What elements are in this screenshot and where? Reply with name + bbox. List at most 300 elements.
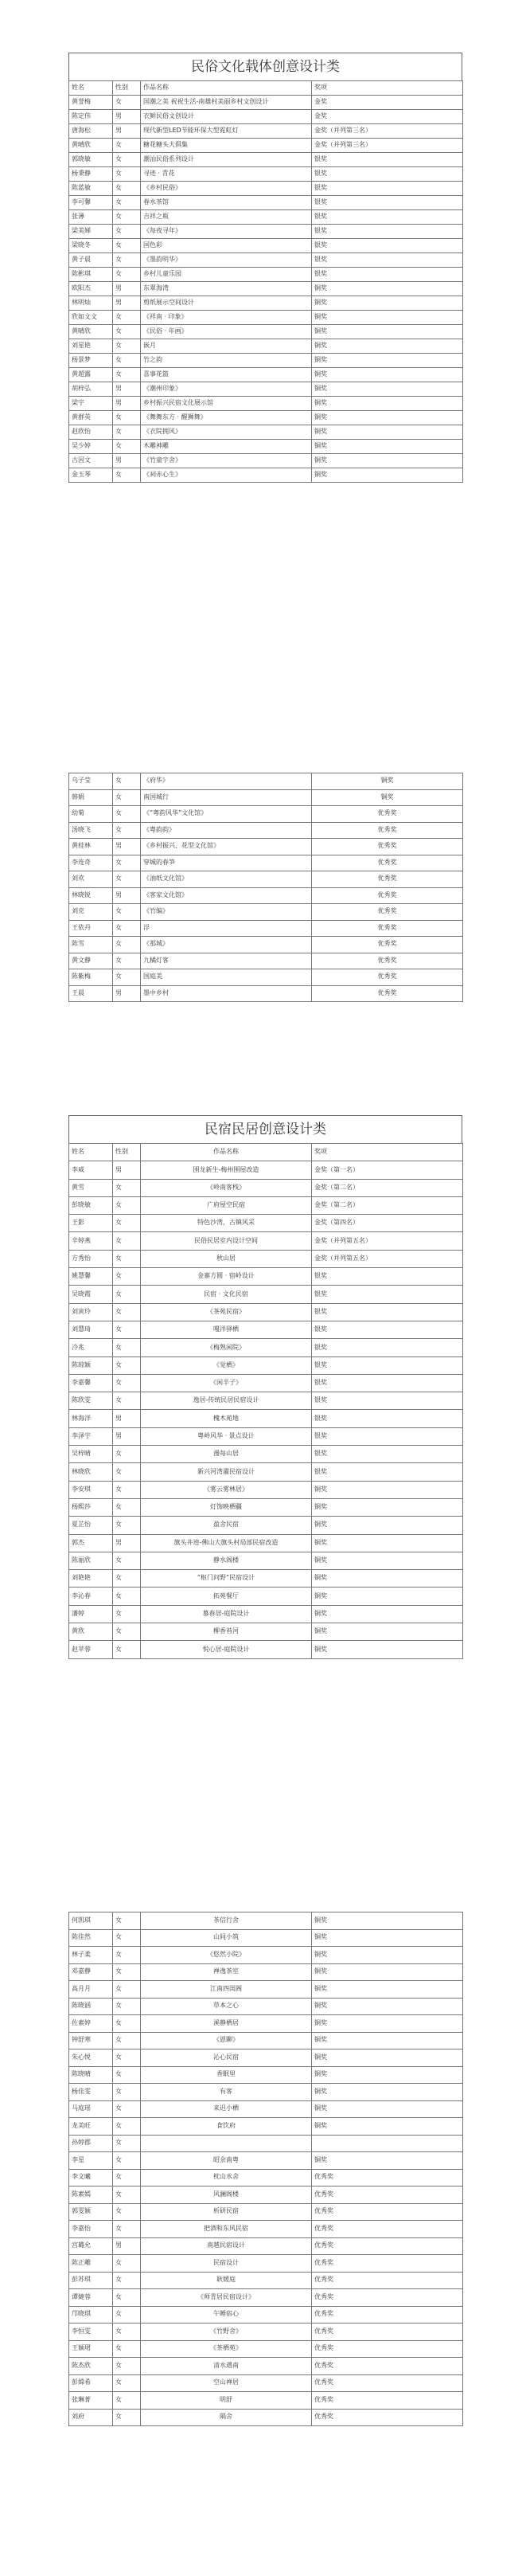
name-cell: 李恒雯 — [69, 2323, 113, 2341]
gender-cell: 男 — [113, 110, 141, 124]
award-cell: 铜奖 — [312, 397, 463, 411]
award-cell: 银奖 — [312, 1321, 463, 1338]
table-row — [69, 1446, 463, 1463]
table-row — [69, 1392, 463, 1410]
table-row — [69, 1357, 463, 1374]
gender-cell: 女 — [113, 1481, 141, 1498]
work-title-cell: 九橘灯客 — [141, 953, 312, 969]
award-cell: 金奖（第四名） — [312, 1215, 463, 1232]
table-row — [69, 139, 463, 153]
table-row — [69, 822, 463, 839]
name-cell: 刘慧琦 — [69, 1321, 113, 1338]
work-title-cell: 枕山水舍 — [141, 2169, 312, 2186]
table-row — [69, 2032, 463, 2049]
table-row — [69, 368, 463, 382]
name-cell: 潘婷 — [69, 1605, 113, 1623]
gender-cell: 男 — [113, 1427, 141, 1445]
gender-cell: 女 — [113, 920, 141, 937]
name-cell: 林晓欣 — [69, 1463, 113, 1481]
award-cell: 优秀奖 — [312, 953, 463, 969]
award-cell: 优秀奖 — [312, 2340, 463, 2358]
award-cell — [312, 2135, 463, 2152]
work-title-cell: 盈舍民宿 — [141, 1517, 312, 1534]
gender-cell: 女 — [113, 425, 141, 440]
gender-cell: 女 — [113, 2392, 141, 2410]
gender-cell: 女 — [113, 2084, 141, 2101]
work-title-cell: 山间小筑 — [141, 1929, 312, 1947]
award-cell: 银奖 — [312, 1463, 463, 1481]
gender-cell: 男 — [113, 1410, 141, 1427]
table-row — [69, 2409, 463, 2426]
award-cell: 银奖 — [312, 1339, 463, 1357]
award-cell: 铜奖 — [312, 1947, 463, 1964]
name-cell: 邝晓琪 — [69, 2306, 113, 2323]
work-title-cell: 《祥南 · 印象》 — [141, 311, 312, 325]
section-folk-culture — [68, 53, 462, 483]
gender-cell: 男 — [113, 2237, 141, 2255]
table-row — [69, 1196, 463, 1214]
gender-cell: 男 — [113, 887, 141, 904]
name-cell: 吴梓晴 — [69, 1446, 113, 1463]
award-cell: 优秀奖 — [312, 937, 463, 953]
name-cell: 姓名 — [69, 1144, 113, 1161]
work-title-cell — [141, 2135, 312, 2152]
name-cell: 黄群英 — [69, 411, 113, 425]
section-homestay-design — [68, 1115, 462, 1659]
name-cell: 陈素嫣 — [69, 2186, 113, 2204]
award-cell: 铜奖 — [312, 1587, 463, 1605]
gender-cell: 女 — [113, 253, 141, 268]
gender-cell: 女 — [113, 354, 141, 368]
award-cell: 铜奖 — [312, 1998, 463, 2015]
table-row — [69, 855, 463, 871]
name-cell: 林明灿 — [69, 296, 113, 311]
gender-cell: 女 — [113, 182, 141, 196]
table-row — [69, 210, 463, 225]
work-title-cell: 国色彩 — [141, 239, 312, 253]
award-cell: 银奖 — [312, 1374, 463, 1392]
award-cell: 银奖 — [312, 1268, 463, 1286]
table-row — [69, 2392, 463, 2410]
award-cell: 铜奖 — [312, 789, 463, 806]
work-title-cell: 隔舍 — [141, 2409, 312, 2426]
table-row — [69, 1498, 463, 1516]
name-cell: 龙美旺 — [69, 2118, 113, 2136]
award-cell: 银奖 — [312, 167, 463, 182]
gender-cell: 女 — [113, 96, 141, 110]
award-cell: 铜奖 — [312, 1929, 463, 1947]
work-title-cell: 香眠里 — [141, 2066, 312, 2084]
gender-cell: 女 — [113, 1998, 141, 2015]
name-cell: 梁美娣 — [69, 225, 113, 239]
table-row — [69, 1286, 463, 1303]
table-row — [69, 806, 463, 823]
table-row — [69, 839, 463, 855]
gender-cell: 女 — [113, 1196, 141, 1214]
gender-cell: 女 — [113, 239, 141, 253]
name-cell: 杨景梦 — [69, 354, 113, 368]
table-row — [69, 2049, 463, 2067]
award-cell: 铜奖 — [312, 1552, 463, 1569]
name-cell: 陈蓝敏 — [69, 182, 113, 196]
work-title-cell: 国潮之美 祝祝生活-南雄村美丽乡村文创设计 — [141, 96, 312, 110]
award-cell: 铜奖 — [312, 2066, 463, 2084]
work-title-cell: 乡村儿童乐园 — [141, 268, 312, 282]
name-cell: 梁晓冬 — [69, 239, 113, 253]
gender-cell: 女 — [113, 2032, 141, 2049]
gender-cell: 女 — [113, 1929, 141, 1947]
work-title-cell: 《乡村振兴、花型文化馆》 — [141, 839, 312, 855]
table-row — [69, 1947, 463, 1964]
work-title-cell: 《每夜寻年》 — [141, 225, 312, 239]
gender-cell: 女 — [113, 2135, 141, 2152]
name-cell: 王影 — [69, 1215, 113, 1232]
name-cell: 欧阳杰 — [69, 282, 113, 296]
work-title-cell: 《衣院拥风》 — [141, 425, 312, 440]
gender-cell: 性别 — [113, 1144, 141, 1161]
award-cell: 铜奖 — [312, 2015, 463, 2033]
name-cell: 张琳菁 — [69, 2392, 113, 2410]
gender-cell: 女 — [113, 325, 141, 339]
award-cell: 铜奖 — [312, 1534, 463, 1552]
gender-cell: 女 — [113, 2015, 141, 2033]
work-title-cell: 昭余南粤 — [141, 2152, 312, 2170]
work-title-cell: 灯饰映栖疆 — [141, 1498, 312, 1516]
name-cell: 郭杰 — [69, 1534, 113, 1552]
gender-cell: 女 — [113, 2374, 141, 2392]
work-title-cell: 《竹野舍》 — [141, 2323, 312, 2341]
award-cell: 铜奖 — [312, 339, 463, 354]
table-row — [69, 440, 463, 454]
award-cell: 奖项 — [312, 81, 463, 96]
table-row — [69, 2169, 463, 2186]
table-row — [69, 153, 463, 167]
award-cell: 优秀奖 — [312, 871, 463, 888]
work-title-cell: 墨中乡村 — [141, 985, 312, 1002]
award-cell: 银奖 — [312, 1286, 463, 1303]
work-title-cell: 《恩聊》 — [141, 2032, 312, 2049]
work-title-cell: 午睡宿心 — [141, 2306, 312, 2323]
table-row — [69, 468, 463, 483]
gender-cell: 女 — [113, 904, 141, 921]
name-cell: 吴晓霞 — [69, 1286, 113, 1303]
name-cell: 马庭瑶 — [69, 2100, 113, 2118]
table-row — [69, 411, 463, 425]
award-cell: 优秀奖 — [312, 806, 463, 823]
name-cell: 杨秉静 — [69, 167, 113, 182]
table-row — [69, 2015, 463, 2033]
award-cell: 银奖 — [312, 239, 463, 253]
work-title-cell: 拓苑餐厅 — [141, 1587, 312, 1605]
gender-cell: 性别 — [113, 81, 141, 96]
table-row — [69, 2340, 463, 2358]
work-title-cell: 明舒 — [141, 2392, 312, 2410]
gender-cell: 女 — [113, 468, 141, 483]
gender-cell: 女 — [113, 2306, 141, 2323]
award-cell: 银奖 — [312, 1410, 463, 1427]
award-cell: 优秀奖 — [312, 2237, 463, 2255]
gender-cell: 女 — [113, 1517, 141, 1534]
section-folk-culture-continued — [68, 773, 462, 1002]
name-cell: 李星 — [69, 2152, 113, 2170]
gender-cell: 女 — [113, 1981, 141, 1999]
work-title-cell: 嘎洋驿栖 — [141, 1321, 312, 1338]
table-row — [69, 1250, 463, 1267]
award-cell: 优秀奖 — [312, 2186, 463, 2204]
award-cell: 铜奖 — [312, 773, 463, 790]
gender-cell: 女 — [113, 311, 141, 325]
table-row — [69, 871, 463, 888]
name-cell: 幼菊 — [69, 806, 113, 823]
award-cell: 金奖 — [312, 96, 463, 110]
work-title-cell: 浮 — [141, 920, 312, 937]
name-cell: 陈佳然 — [69, 1929, 113, 1947]
name-cell: 李泽宇 — [69, 1427, 113, 1445]
gender-cell: 男 — [113, 454, 141, 468]
award-cell: 铜奖 — [312, 454, 463, 468]
work-title-cell: 作品名称 — [141, 81, 312, 96]
gender-cell: 女 — [113, 339, 141, 354]
table-row — [69, 96, 463, 110]
work-title-cell: 吉祥之瓶 — [141, 210, 312, 225]
name-cell: 方秀怡 — [69, 1250, 113, 1267]
award-cell: 铜奖 — [312, 1641, 463, 1658]
table-row — [69, 2118, 463, 2136]
gender-cell: 女 — [113, 1623, 141, 1641]
gender-cell: 女 — [113, 2066, 141, 2084]
award-cell: 优秀奖 — [312, 2169, 463, 2186]
award-cell: 铜奖 — [312, 1517, 463, 1534]
work-title-cell: 《乡村民俗》 — [141, 182, 312, 196]
award-cell: 优秀奖 — [312, 985, 463, 1002]
award-cell: 铜奖 — [312, 2118, 463, 2136]
name-cell: 杨熙莎 — [69, 1498, 113, 1516]
gender-cell: 女 — [113, 440, 141, 454]
award-cell: 铜奖 — [312, 440, 463, 454]
name-cell: 刘欢 — [69, 871, 113, 888]
table-row — [69, 2152, 463, 2170]
table-row — [69, 454, 463, 468]
work-title-cell: 糖花糖头大俱集 — [141, 139, 312, 153]
table-row — [69, 1570, 463, 1587]
work-title-cell: 《竹编》 — [141, 904, 312, 921]
work-title-cell: 秋山居 — [141, 1250, 312, 1267]
gender-cell: 女 — [113, 2118, 141, 2136]
gender-cell: 女 — [113, 368, 141, 382]
work-title-cell: 现代新型LED节能环保大型霓虹灯 — [141, 124, 312, 139]
name-cell: 黄文静 — [69, 953, 113, 969]
name-cell: 汤晓飞 — [69, 822, 113, 839]
gender-cell: 女 — [113, 1357, 141, 1374]
work-title-cell: 漫每山居 — [141, 1446, 312, 1463]
award-cell: 金奖（并列第三名） — [312, 124, 463, 139]
award-cell: 优秀奖 — [312, 969, 463, 986]
table-row — [69, 1963, 463, 1981]
work-title-cell: 旗头井迹-佛山大旗头村局部民宿改造 — [141, 1534, 312, 1552]
name-cell: 陈定伟 — [69, 110, 113, 124]
award-cell: 银奖 — [312, 182, 463, 196]
award-cell: 铜奖 — [312, 368, 463, 382]
table-row — [69, 1161, 463, 1179]
name-cell: 杨佳雯 — [69, 2084, 113, 2101]
name-cell: 钟舒寒 — [69, 2032, 113, 2049]
table-row — [69, 311, 463, 325]
award-cell: 优秀奖 — [312, 822, 463, 839]
name-cell: 夏芷怡 — [69, 1517, 113, 1534]
award-cell: 铜奖 — [312, 296, 463, 311]
table-row — [69, 339, 463, 354]
work-title-cell: 析研民宿 — [141, 2203, 312, 2221]
table-row — [69, 2289, 463, 2307]
name-cell: 辛婷燕 — [69, 1232, 113, 1250]
table-row — [69, 2203, 463, 2221]
name-cell: 胡梓弘 — [69, 382, 113, 397]
gender-cell: 女 — [113, 1179, 141, 1196]
award-cell: 铜奖 — [312, 1912, 463, 1930]
gender-cell: 女 — [113, 210, 141, 225]
name-cell: 陈琼颖 — [69, 1357, 113, 1374]
name-cell: 李连奇 — [69, 855, 113, 871]
gender-cell: 女 — [113, 1947, 141, 1964]
gender-cell: 女 — [113, 1339, 141, 1357]
name-cell: 张薄 — [69, 210, 113, 225]
gender-cell: 男 — [113, 282, 141, 296]
name-cell: 陈杰欣 — [69, 2358, 113, 2375]
work-title-cell: 槐木苑地 — [141, 1410, 312, 1427]
table-row — [69, 253, 463, 268]
award-cell: 金奖（并列第三名） — [312, 139, 463, 153]
name-cell: 彭苏琪 — [69, 2272, 113, 2289]
name-cell: 谭婕蓉 — [69, 2289, 113, 2307]
name-cell: 金玉琴 — [69, 468, 113, 483]
work-title-cell: 悦心居-庭院设计 — [141, 1641, 312, 1658]
table-header-row — [69, 1144, 463, 1161]
award-cell: 优秀奖 — [312, 2374, 463, 2392]
name-cell: 朱心悦 — [69, 2049, 113, 2067]
work-title-cell: 来迟小栖 — [141, 2100, 312, 2118]
award-cell: 奖项 — [312, 1144, 463, 1161]
name-cell: 陈欣雯 — [69, 1392, 113, 1410]
name-cell: 黄桂林 — [69, 839, 113, 855]
work-title-cell: 广府屋空民宿 — [141, 1196, 312, 1214]
name-cell: 宫璐允 — [69, 2237, 113, 2255]
award-cell: 铜奖 — [312, 1570, 463, 1587]
work-title-cell: 《潮州印象》 — [141, 382, 312, 397]
table-row — [69, 2135, 463, 2152]
name-cell: 赵欣怡 — [69, 425, 113, 440]
award-cell: 银奖 — [312, 1303, 463, 1321]
name-cell: 黄欣 — [69, 1623, 113, 1641]
table-row — [69, 1463, 463, 1481]
name-cell: 梁宇 — [69, 397, 113, 411]
table-row — [69, 953, 463, 969]
award-cell: 优秀奖 — [312, 2409, 463, 2426]
name-cell: 刘艳艳 — [69, 1570, 113, 1587]
section-homestay-design-continued — [68, 1912, 462, 2426]
table-row — [69, 124, 463, 139]
name-cell: 王晨 — [69, 985, 113, 1002]
work-title-cell: 《客家文化馆》 — [141, 887, 312, 904]
name-cell: 李威 — [69, 1161, 113, 1179]
work-title-cell: 竹之韵 — [141, 354, 312, 368]
name-cell: 陈晓晴 — [69, 2066, 113, 2084]
award-cell: 金奖 — [312, 110, 463, 124]
award-cell: 铜奖 — [312, 1981, 463, 1999]
name-cell: 何凯琪 — [69, 1912, 113, 1930]
table-row — [69, 397, 463, 411]
gender-cell: 女 — [113, 773, 141, 790]
gender-cell: 女 — [113, 1570, 141, 1587]
gender-cell: 男 — [113, 1534, 141, 1552]
award-cell: 优秀奖 — [312, 2289, 463, 2307]
work-title-cell: 穿城的春笋 — [141, 855, 312, 871]
award-cell: 金奖（第二名） — [312, 1196, 463, 1214]
name-cell: 黄雪 — [69, 1179, 113, 1196]
award-cell: 银奖 — [312, 268, 463, 282]
award-cell: 铜奖 — [312, 468, 463, 483]
gender-cell: 女 — [113, 2152, 141, 2170]
award-cell: 铜奖 — [312, 1498, 463, 1516]
table-row — [69, 425, 463, 440]
award-cell: 优秀奖 — [312, 2255, 463, 2273]
name-cell: 孙婷郡 — [69, 2135, 113, 2152]
table-row — [69, 1215, 463, 1232]
gender-cell: 女 — [113, 2409, 141, 2426]
name-cell: 佐素婷 — [69, 2015, 113, 2033]
gender-cell: 女 — [113, 1587, 141, 1605]
table-row — [69, 773, 463, 790]
award-cell: 优秀奖 — [312, 2221, 463, 2238]
work-title-cell: 逸居-传统民居民宿设计 — [141, 1392, 312, 1410]
award-cell: 优秀奖 — [312, 2272, 463, 2289]
table-row — [69, 182, 463, 196]
work-title-cell: 粤岭风华 · 景点设计 — [141, 1427, 312, 1445]
work-title-cell: 《茶苑民宿》 — [141, 1303, 312, 1321]
work-title-cell: 《油纸文化馆》 — [141, 871, 312, 888]
work-title-cell: 禅逸茶室 — [141, 1963, 312, 1981]
name-cell: 唐海松 — [69, 124, 113, 139]
gender-cell: 女 — [113, 2186, 141, 2204]
table-row — [69, 904, 463, 921]
name-cell: 高月月 — [69, 1981, 113, 1999]
award-cell: 铜奖 — [312, 2152, 463, 2170]
work-title-cell: 耿媛庭 — [141, 2272, 312, 2289]
name-cell: 陈紫梅 — [69, 969, 113, 986]
gender-cell: 男 — [113, 985, 141, 1002]
award-cell: 铜奖 — [312, 425, 463, 440]
work-title-cell: 乡村振兴民宿文化展示馆 — [141, 397, 312, 411]
name-cell: 林海洋 — [69, 1410, 113, 1427]
gender-cell: 女 — [113, 806, 141, 823]
table-row — [69, 2306, 463, 2323]
work-title-cell: 作品名称 — [141, 1144, 312, 1161]
gender-cell: 女 — [113, 153, 141, 167]
work-title-cell: 食饮府 — [141, 2118, 312, 2136]
award-cell: 铜奖 — [312, 382, 463, 397]
work-title-cell: 清水遇南 — [141, 2358, 312, 2375]
table-row — [69, 1912, 463, 1930]
table-row — [69, 969, 463, 986]
award-cell: 铜奖 — [312, 1623, 463, 1641]
table-row — [69, 225, 463, 239]
award-cell: 银奖 — [312, 1427, 463, 1445]
table-row — [69, 2066, 463, 2084]
table-row — [69, 1427, 463, 1445]
work-title-cell: 《雾云雾林居》 — [141, 1481, 312, 1498]
gender-cell: 女 — [113, 1250, 141, 1267]
work-title-cell: 慕春居-庭院设计 — [141, 1605, 312, 1623]
table-row — [69, 268, 463, 282]
